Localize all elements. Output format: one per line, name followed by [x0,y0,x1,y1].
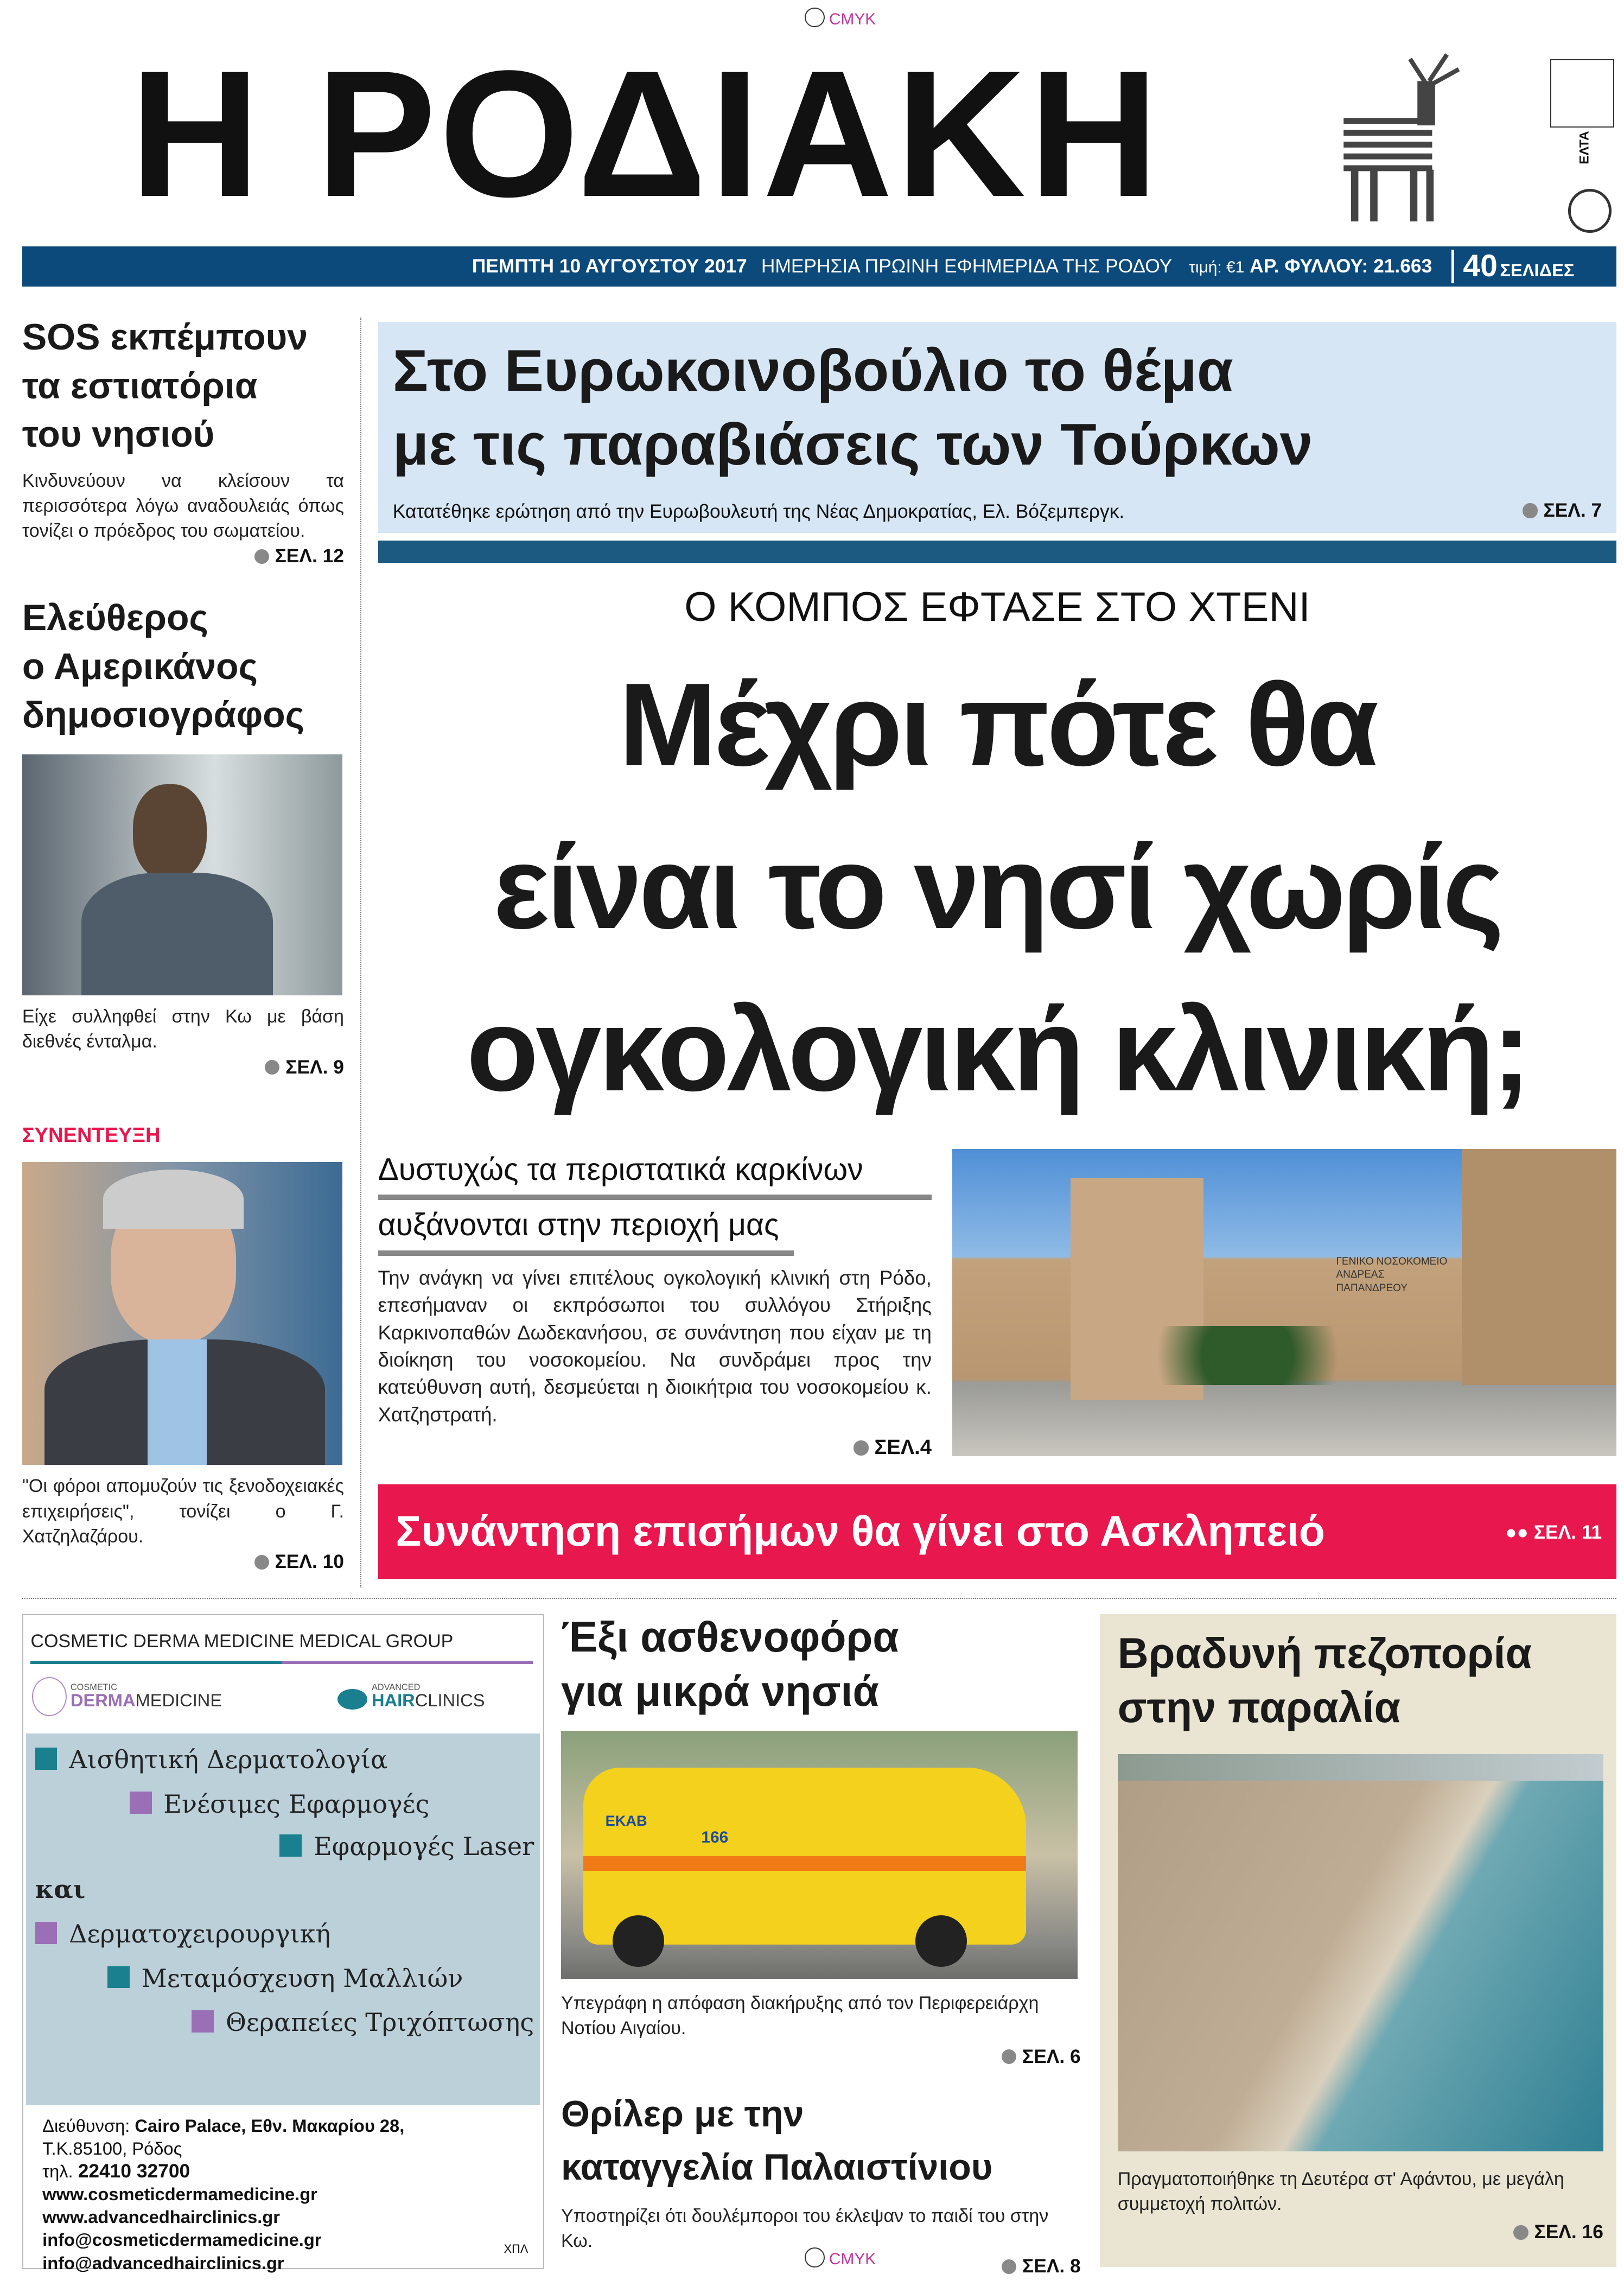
bullet-icon: ●● [1505,1521,1529,1543]
headline-line: Βραδυνή πεζοπορία [1117,1629,1532,1677]
service-label: Μεταμόσχευση Μαλλιών [141,1963,463,1993]
ad-contact [42,2114,404,2275]
headline-line: ογκολογική κλινική; [466,983,1529,1116]
square-bullet-icon [192,2010,214,2033]
blue-rule [378,541,1617,563]
dateline-bar [22,246,1617,286]
story-restaurants-headline [22,313,344,459]
issue-date: ΠΕΜΠΤΗ 10 ΑΥΓΟΥΣΤΟΥ 2017 [472,255,747,277]
subhead-line: αυξάνονται στην περιοχή μας [378,1200,794,1256]
banner-headline: Συνάντηση επισήμων θα γίνει στο Ασκληπειό [396,1507,1325,1555]
service-item [279,1829,534,1864]
website-link[interactable]: www.cosmeticdermamedicine.gr [42,2184,317,2205]
phone: 22410 32700 [78,2160,190,2182]
section-divider [22,1598,1617,1599]
hair-logo [372,1683,485,1710]
headline-line: στην παραλία [1117,1684,1401,1732]
ambulance-headline [561,1610,1081,1719]
headline-line: με τις παραβιάσεις των Τούρκων [392,411,1313,478]
service-item [35,1916,331,1952]
headline-line: καταγγελία Παλαιστίνιου [561,2146,993,2188]
crosshair-icon [805,8,825,28]
tagline: ΗΜΕΡΗΣΙΑ ΠΡΩΙΝΗ ΕΦΗΜΕΡΙΔΑ ΤΗΣ ΡΟΔΟΥ [761,255,1172,277]
page-ref-7[interactable]: ΣΕΛ. 7 [1523,498,1602,524]
elta-stamp: ΕΛΤΑ [1577,131,1592,165]
page-ref-10[interactable]: ΣΕΛ. 10 [22,1549,344,1576]
lead-subhead [378,1145,932,1256]
headline-line: είναι το νησί χωρίς [493,821,1501,954]
cmyk-label: CMYK [829,2250,876,2269]
story-restaurants-body: Κινδυνεύουν να κλείσουν τα περισσότερα λόγω αναδουλειάς όπως τονίζει ο πρόεδρος του σωματείου. [22,470,344,542]
square-bullet-icon [107,1966,130,1989]
beach-walk-story [1100,1614,1616,2267]
phone-label: τηλ. [42,2161,73,2181]
headline-line: δημοσιογράφος [22,694,305,736]
column-divider [360,317,361,1587]
postcode: Τ.Κ.85100, Ρόδος [42,2138,182,2158]
logo-small-text: COSMETIC [70,1682,117,1693]
ambulance-label: ΕΚΑΒ [605,1812,647,1829]
divider [1451,250,1454,284]
cosmetic-derma-ad[interactable] [22,1614,544,2273]
interview-body: "Οι φόροι απομυζούν τις ξενοδοχειακές επιχειρήσεις", τονίζει ο Γ. Χατζηλαζάρου. [22,1476,344,1547]
headline-line: Θρίλερ με την [561,2093,804,2135]
logo-small-text: ADVANCED [371,1682,421,1693]
postage-box [1550,59,1614,128]
hair-logo-icon [337,1689,367,1710]
headline-line: Μέχρι πότε θα [619,659,1376,791]
subhead-line: Δυστυχώς τα περιστατικά καρκίνων [378,1145,932,1201]
headline-line: Ελεύθερος [22,596,208,638]
left-column [22,313,344,1576]
beach-walk-content [1118,1626,1603,2246]
issue-number: ΑΡ. ΦΥΛΛΟΥ: 21.663 [1250,255,1432,277]
ad-rule [282,1661,533,1663]
headline-line: Έξι ασθενοφόρα [561,1612,899,1661]
beach-walk-body: Πραγματοποιήθηκε τη Δευτέρα στ' Αφάντου, με μεγάλη συμμετοχή πολιτών. [1117,2168,1564,2214]
headline-line: SOS εκπέμπουν [22,316,308,358]
beach-walk-headline [1118,1626,1603,1735]
service-label: Αισθητική Δερματολογία [69,1744,388,1774]
asklepieio-banner[interactable] [378,1484,1617,1579]
interviewee-photo [22,1162,342,1465]
lead-body: Την ανάγκη να γίνει επιτέλους ογκολογική κλινική στη Ρόδο, επεσήμαναν οι εκπρόσωποι του συλλόγου Στήριξης Καρκινοπαθών Δωδεκανήσου, σε συνάντηση που είχαν με τη διοίκηση του νοσοκομείου. Να συνδράμει προς την κατεύθυνση αυτή, δεσμεύεται η διοικήτρια του νοσοκομείου κ. Χατζηστρατή. [378,1267,932,1426]
page-ref-4[interactable]: ΣΕΛ.4 [378,1434,932,1461]
eu-story-subline: Κατατέθηκε ερώτηση από την Ευρωβουλευτή της Νέας Δημοκρατίας, Ελ. Βόζεμπεργκ. [392,500,1125,522]
eu-parliament-story [378,322,1617,533]
ad-code: ΧΠΛ [504,2241,528,2256]
logo-text: CLINICS [415,1690,485,1711]
story-journalist-headline [22,594,344,740]
journalist-photo [22,754,342,995]
address: Cairo Palace, Εθν. Μακαρίου 28, [135,2115,405,2136]
ad-rule [30,1661,282,1663]
page-ref-6[interactable]: ΣΕΛ. 6 [561,2044,1081,2071]
address-label: Διεύθυνση: [42,2115,130,2136]
square-bullet-icon [279,1834,302,1857]
service-label: Ενέσιμες Εφαρμογές [163,1789,430,1819]
palestinian-headline [561,2088,1081,2194]
lead-text-column [378,1145,932,1461]
seal-icon [1568,189,1612,233]
hospital-sign: ΓΕΝΙΚΟ ΝΟΣΟΚΟΜΕΙΟ ΑΝΔΡΕΑΣ ΠΑΠΑΝΔΡΕΟΥ [1336,1255,1448,1294]
page-ref-9[interactable]: ΣΕΛ. 9 [22,1055,344,1081]
ambulance-body: Υπεγράφη η απόφαση διακήρυξης από τον Περιφερειάρχη Νοτίου Αιγαίου. [561,1992,1039,2038]
story-journalist-body: Είχε συλληφθεί στην Κω με βάση διεθνές ένταλμα. [22,1006,344,1052]
hospital-photo [952,1149,1616,1456]
page-ref-11[interactable]: ΣΕΛ. 11 [1533,1521,1602,1543]
price: τιμή: €1 [1189,258,1245,276]
page-count-label: ΣΕΛΙΔΕΣ [1500,260,1575,281]
ad-services [26,1733,540,2106]
page-count: 40 [1463,249,1498,284]
lead-kicker: Ο ΚΟΜΠΟΣ ΕΦΤΑΣΕ ΣΤΟ ΧΤΕΝΙ [684,583,1310,630]
interview-kicker: ΣΥΝΕΝΤΕΥΞΗ [22,1123,161,1147]
email-link[interactable]: info@cosmeticdermamedicine.gr [42,2230,322,2250]
logo-text: MEDICINE [135,1690,222,1711]
headline-line: τα εστιατόρια [22,365,258,407]
service-item [107,1961,463,1996]
ad-group-title: COSMETIC DERMA MEDICINE MEDICAL GROUP [30,1631,454,1652]
print-registration-mark-top [805,8,876,29]
square-bullet-icon [35,1922,58,1944]
logo-text: HAIR [371,1690,415,1711]
page-ref-16[interactable]: ΣΕΛ. 16 [1118,2219,1603,2246]
service-item [192,2005,534,2040]
ambulance-story [561,1610,1081,2071]
headline-line: για μικρά νησιά [561,1667,879,1716]
square-bullet-icon [130,1792,152,1814]
square-bullet-icon [35,1748,58,1770]
service-item [130,1787,430,1822]
website-link[interactable]: www.advancedhairclinics.gr [42,2207,280,2227]
palestinian-story [561,2088,1081,2280]
deer-logo-icon [1329,52,1469,229]
lead-headline [378,644,1617,1131]
service-label: Δερματοχειρουργική [69,1919,331,1948]
page-ref-8[interactable]: ΣΕΛ. 8 [561,2253,1081,2280]
service-item [35,1742,388,1777]
palestinian-body: Υποστηρίζει ότι δουλέμποροι του έκλεψαν το παιδί του στην Κω. [561,2205,1049,2251]
newspaper-title: Η ΡΟΔΙΑΚΗ [130,33,1162,234]
beach-photo [1118,1754,1603,2151]
logo-text: DERMA [70,1690,136,1711]
service-label: Θεραπείες Τριχόπτωσης [225,2008,534,2037]
email-link[interactable]: info@advancedhairclinics.gr [42,2252,284,2273]
cmyk-label: CMYK [829,10,876,28]
derma-logo [71,1683,222,1710]
headline-line: ο Αμερικάνος [22,645,258,687]
headline-line: Στο Ευρωκοινοβούλιο το θέμα [392,337,1233,404]
service-conjunction: και [35,1875,86,1904]
headline-line: του νησιού [22,414,215,455]
service-label: Εφαρμογές Laser [314,1832,534,1862]
ambulance-photo [561,1731,1078,1979]
ambulance-number: 166 [701,1828,729,1847]
page-ref-12[interactable]: ΣΕΛ. 12 [22,543,344,570]
derma-logo-icon [32,1677,67,1716]
